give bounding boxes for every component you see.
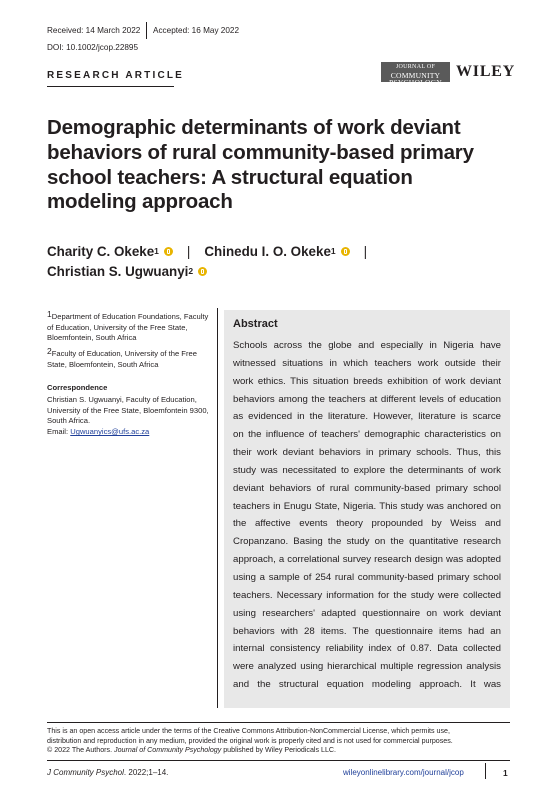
affiliation-2 (47, 348, 215, 370)
abstract-line: study was necessitated to explore the determinants of work (233, 464, 501, 476)
affiliation-num: 2 (47, 346, 52, 356)
abstract-line: Cropanzano. Basing the study on the quantitative research (233, 536, 501, 548)
abstract-line: teachers in Enugu State, Nigeria. This study was anchored on (233, 500, 501, 512)
citation-details: . 2022;1–14. (123, 768, 169, 777)
journal-logo-line2: COMMUNITY (390, 70, 441, 80)
abstract-line: using a sample of 254 rural community-based primary school (233, 571, 501, 583)
correspondence-email-link[interactable]: Ugwuanyics@ufs.ac.za (70, 427, 150, 437)
journal-logo-line3: PSYCHOLOGY (388, 78, 443, 87)
article-title: Demographic determinants of work deviant behaviors of rural community-based primary school teachers: A structural equation modeling approach (47, 116, 474, 214)
article-type-label: RESEARCH ARTICLE (47, 70, 185, 81)
journal-citation (47, 768, 168, 777)
license-line-2: distribution and reproduction in any medium, provided the original work is properly cited and is not used for commercial purposes. (47, 736, 453, 745)
license-line-1: This is an open access article under the terms of the Creative Commons Attribution-NonCommercial License, which permits use, (47, 727, 450, 735)
license-line-3-prefix: © 2022 The Authors. (47, 746, 115, 754)
column-divider (217, 308, 218, 708)
footer-rule (47, 760, 510, 761)
email-label: Email: (47, 427, 69, 437)
affiliation-num: 1 (47, 309, 52, 319)
affiliation-text: Faculty of Education, University of the Free State, Bloemfontein, South Africa (47, 349, 197, 369)
accepted-date: Accepted: 16 May 2022 (153, 26, 240, 35)
abstract-line: Schools across the globe and especially in Nigeria have (233, 340, 501, 351)
received-date: Received: 14 March 2022 (47, 26, 141, 35)
abstract-line: the affective events theory propounded by Weiss and (233, 518, 501, 530)
abstract-line: approach, a correlational survey research design was adopted (233, 554, 501, 566)
correspondence-label: Correspondence (47, 383, 108, 392)
abstract-line: and the structural equation modeling approach. It was (233, 679, 501, 691)
affiliation-text: Department of Education Foundations, Faculty of Education, University of the Free State, Bloemfontein, South Africa (47, 312, 209, 343)
author-line-1 (47, 244, 381, 259)
abstract-line: were analyzed using hierarchical multiple regression analysis (233, 661, 501, 673)
license-line-3-suffix: published by Wiley Periodicals LLC. (221, 746, 337, 754)
abstract-line: teachers. Necessary information for the study were collected (233, 589, 501, 601)
abstract-line: internal consistency reliability index of 0.87. Data collected (233, 643, 501, 655)
author-separator: | (363, 244, 368, 259)
author-name-3[interactable]: Christian S. Ugwuanyi (47, 264, 189, 279)
license-journal-name: Journal of Community Psychology (114, 746, 222, 754)
page-number-separator (485, 763, 486, 779)
correspondence-text (47, 395, 215, 438)
orcid-icon[interactable] (164, 247, 173, 256)
abstract-line: deviant behaviors of rural community-based primary school (233, 482, 501, 494)
author-name-2[interactable]: Chinedu I. O. Okeke (204, 244, 331, 259)
abstract-line: as evidenced in the literature. However, literature is scarce (233, 411, 501, 423)
abstract-heading: Abstract (233, 318, 278, 330)
abstract-line: work ethics. This situation breeds exhibition of work deviant (233, 375, 501, 387)
author-line-2 (47, 264, 207, 279)
correspondence-address: Christian S. Ugwuanyi, Faculty of Education, University of the Free State, Bloemfontein 9300, South Africa. (47, 395, 209, 426)
abstract-line: on the influence of teachers' demographic characteristics on (233, 429, 501, 441)
author-affil-3: 2 (188, 266, 194, 276)
abstract-body (233, 337, 501, 694)
affiliation-1 (47, 311, 215, 344)
license-notice (47, 727, 510, 756)
page-number: 1 (503, 768, 508, 778)
citation-journal: J Community Psychol (47, 768, 124, 777)
orcid-icon[interactable] (198, 267, 207, 276)
abstract-line: their work deviant behaviors in primary schools. Thus, this (233, 447, 501, 459)
license-top-rule (47, 722, 510, 723)
author-name-1[interactable]: Charity C. Okeke (47, 244, 155, 259)
author-affil-1: 1 (154, 246, 159, 256)
orcid-icon[interactable] (341, 247, 350, 256)
abstract-line: witnessed situations in which teachers work outside their (233, 357, 501, 369)
abstract-line: using researchers' adapted questionnaire on work deviant (233, 607, 501, 619)
article-type-rule (47, 86, 174, 87)
journal-logo-line1: JOURNAL OF (395, 64, 436, 70)
abstract-line: behaviors among the teachers at different levels of education (233, 393, 501, 405)
author-separator: | (186, 244, 191, 259)
journal-website-link[interactable]: wileyonlinelibrary.com/journal/jcop (343, 768, 464, 777)
author-affil-2: 1 (330, 246, 336, 256)
publisher-logo: WILEY (456, 63, 516, 80)
abstract-line: behaviors with 28 items. The questionnaire items had an (233, 625, 501, 637)
header-separator (146, 22, 147, 39)
doi[interactable]: DOI: 10.1002/jcop.22895 (47, 43, 139, 52)
journal-logo (381, 62, 450, 87)
